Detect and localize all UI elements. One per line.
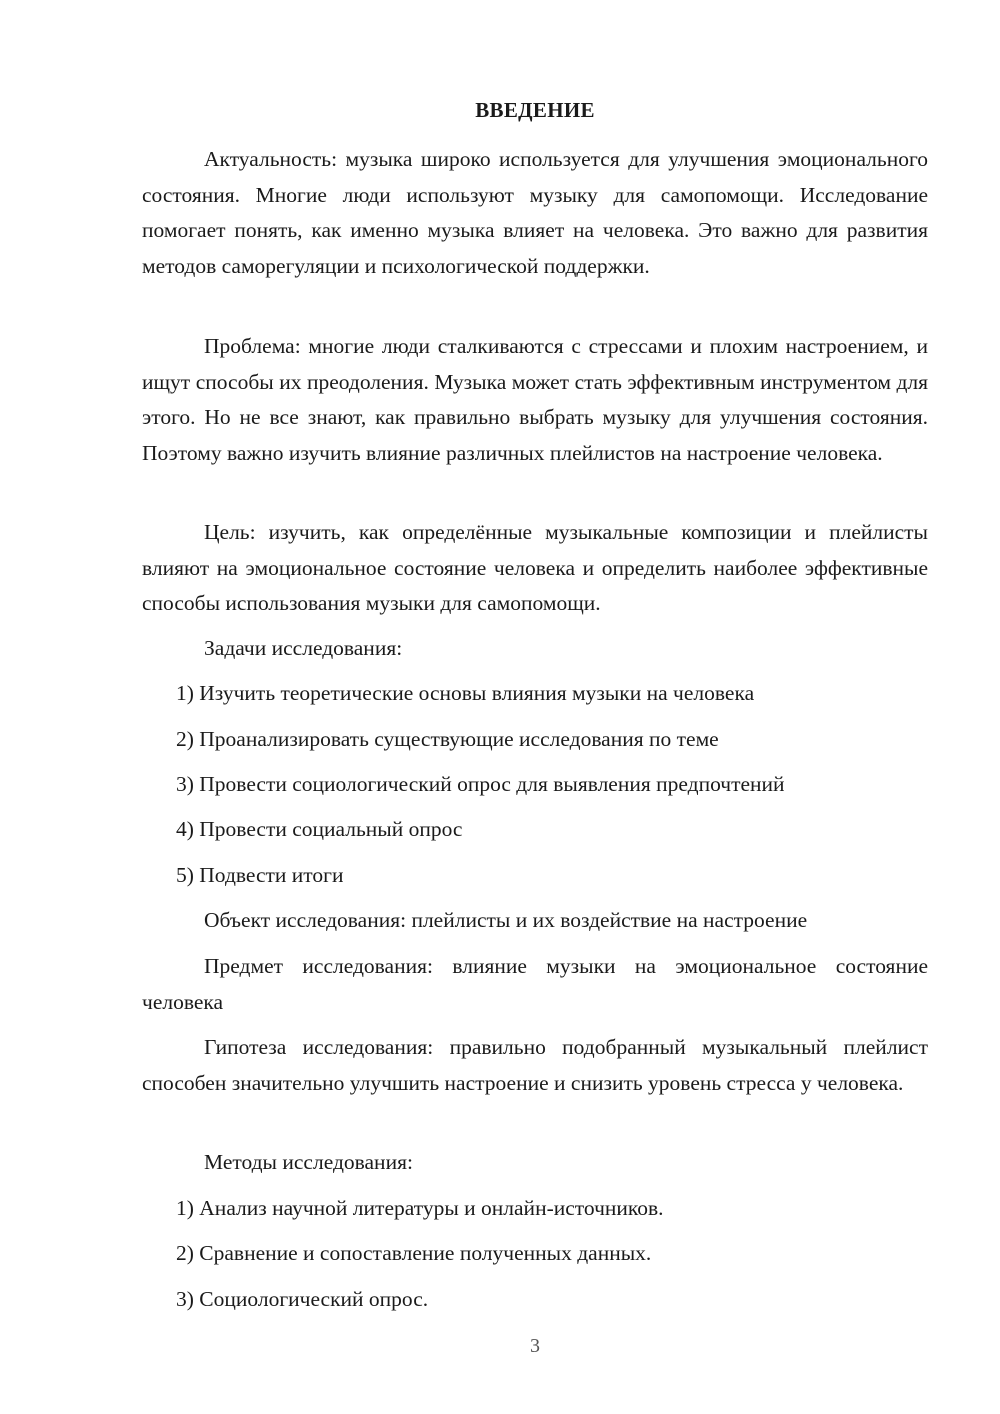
task-item-4: 4) Провести социальный опрос [176, 817, 463, 841]
paragraph-object: Объект исследования: плейлисты и их воздействие на настроение [204, 908, 808, 932]
method-item-2: 2) Сравнение и сопоставление полученных данных. [176, 1241, 652, 1265]
paragraph-problem: Проблема: многие люди сталкиваются с стрессами и плохим настроением, и ищут способы их преодоления. Музыка может стать эффективным инструментом для этого. Но не все знают, как правильно выбрать музыку для улучшения состояния. Поэтому важно изучить влияние различных плейлистов на настроение человека. [142, 334, 928, 465]
method-item-1: 1) Анализ научной литературы и онлайн-источников. [176, 1196, 664, 1220]
method-item-3: 3) Социологический опрос. [176, 1287, 429, 1311]
paragraph-goal: Цель: изучить, как определённые музыкальные композиции и плейлисты влияют на эмоциональное состояние человека и определить наиболее эффективные способы использования музыки для самопомощи. [142, 520, 928, 615]
task-item-3: 3) Провести социологический опрос для выявления предпочтений [176, 772, 785, 796]
task-item-1: 1) Изучить теоретические основы влияния музыки на человека [176, 681, 755, 705]
tasks-heading: Задачи исследования: [204, 636, 403, 660]
document-page [142, 0, 928, 1414]
page-title: ВВЕДЕНИЕ [475, 98, 595, 122]
page-number: 3 [530, 1335, 540, 1357]
methods-heading: Методы исследования: [204, 1150, 413, 1174]
paragraph-subject: Предмет исследования: влияние музыки на эмоциональное состояние человека [142, 954, 928, 1014]
paragraph-hypothesis: Гипотеза исследования: правильно подобранный музыкальный плейлист способен значительно улучшить настроение и снизить уровень стресса у человека. [142, 1035, 928, 1095]
task-item-5: 5) Подвести итоги [176, 863, 344, 887]
paragraph-relevance: Актуальность: музыка широко используется для улучшения эмоционального состояния. Многие люди используют музыку для самопомощи. Исследование помогает понять, как именно музыка влияет на человека. Это важно для развития методов саморегуляции и психологической поддержки. [142, 147, 928, 278]
task-item-2: 2) Проанализировать существующие исследования по теме [176, 727, 719, 751]
